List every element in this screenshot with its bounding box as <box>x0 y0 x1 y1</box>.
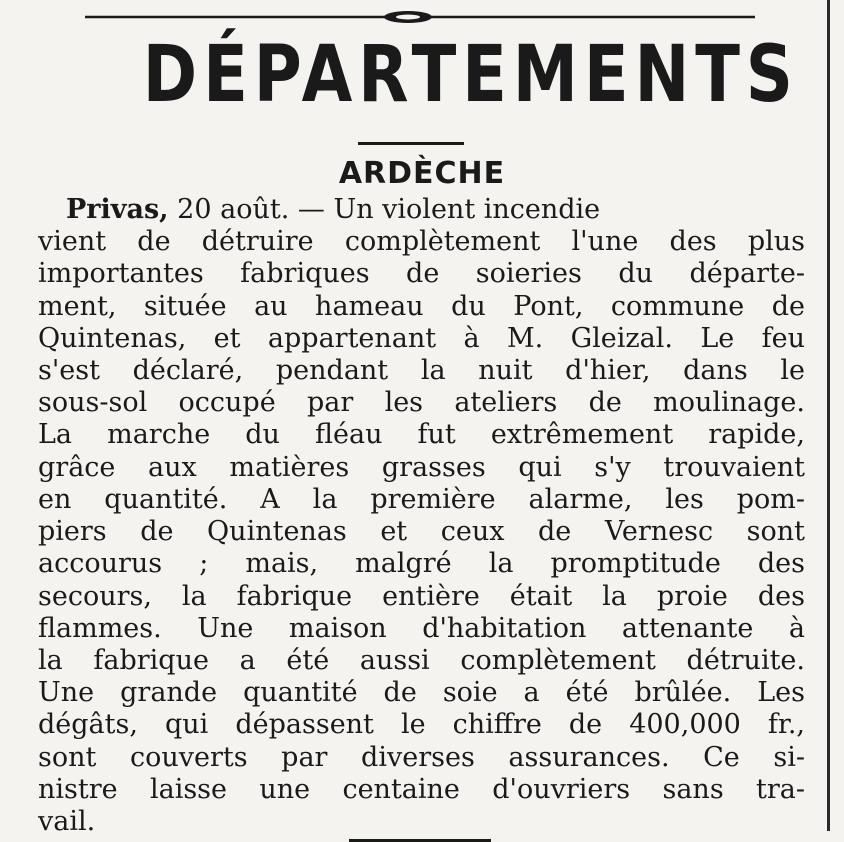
article-line: piers de Quintenas et ceux de Vernesc sont <box>38 516 805 547</box>
article-line: Une grande quantité de soie a été brûlée. Les <box>38 677 805 708</box>
article-line: flammes. Une maison d'habitation attenante à <box>38 613 805 644</box>
article-line: ment, située au hameau du Pont, commune de <box>38 291 805 322</box>
article-line: vail. <box>38 806 96 837</box>
ornamental-rule <box>85 9 755 25</box>
article-line: Quintenas, et appartenant à M. Gleizal. Le feu <box>38 323 805 354</box>
article-line: vient de détruire complètement l'une des plus <box>38 226 805 257</box>
article-line: en quantité. A la première alarme, les pom- <box>38 484 805 515</box>
article-line: nistre laisse une centaine d'ouvriers sans tra- <box>38 774 805 805</box>
article-line: importantes fabriques de soieries du départe- <box>38 258 805 289</box>
dateline: Privas, <box>66 194 169 225</box>
article-line: Privas, 20 août. — Un violent incendie <box>66 194 601 225</box>
article-line: sous-sol occupé par les ateliers de moulinage. <box>38 387 805 418</box>
headline: DÉPARTEMENTS <box>142 30 799 120</box>
article-line: la fabrique a été aussi complètement détruite. <box>38 645 805 676</box>
article-line: s'est déclaré, pendant la nuit d'hier, dans le <box>38 355 805 386</box>
article-line: sont couverts par diverses assurances. Ce si- <box>38 742 805 773</box>
article-line: secours, la fabrique entière était la proie des <box>38 581 805 612</box>
article-line: dégâts, qui dépassent le chiffre de 400,000 fr., <box>38 709 805 740</box>
column-rule <box>827 0 830 831</box>
article-line: accourus ; mais, malgré la promptitude des <box>38 548 805 579</box>
article-line: grâce aux matières grasses qui s'y trouvaient <box>38 452 805 483</box>
headline-divider <box>358 142 464 145</box>
article-line: La marche du fléau fut extrêmement rapide, <box>38 419 805 450</box>
section-heading: ARDÈCHE <box>338 156 506 191</box>
